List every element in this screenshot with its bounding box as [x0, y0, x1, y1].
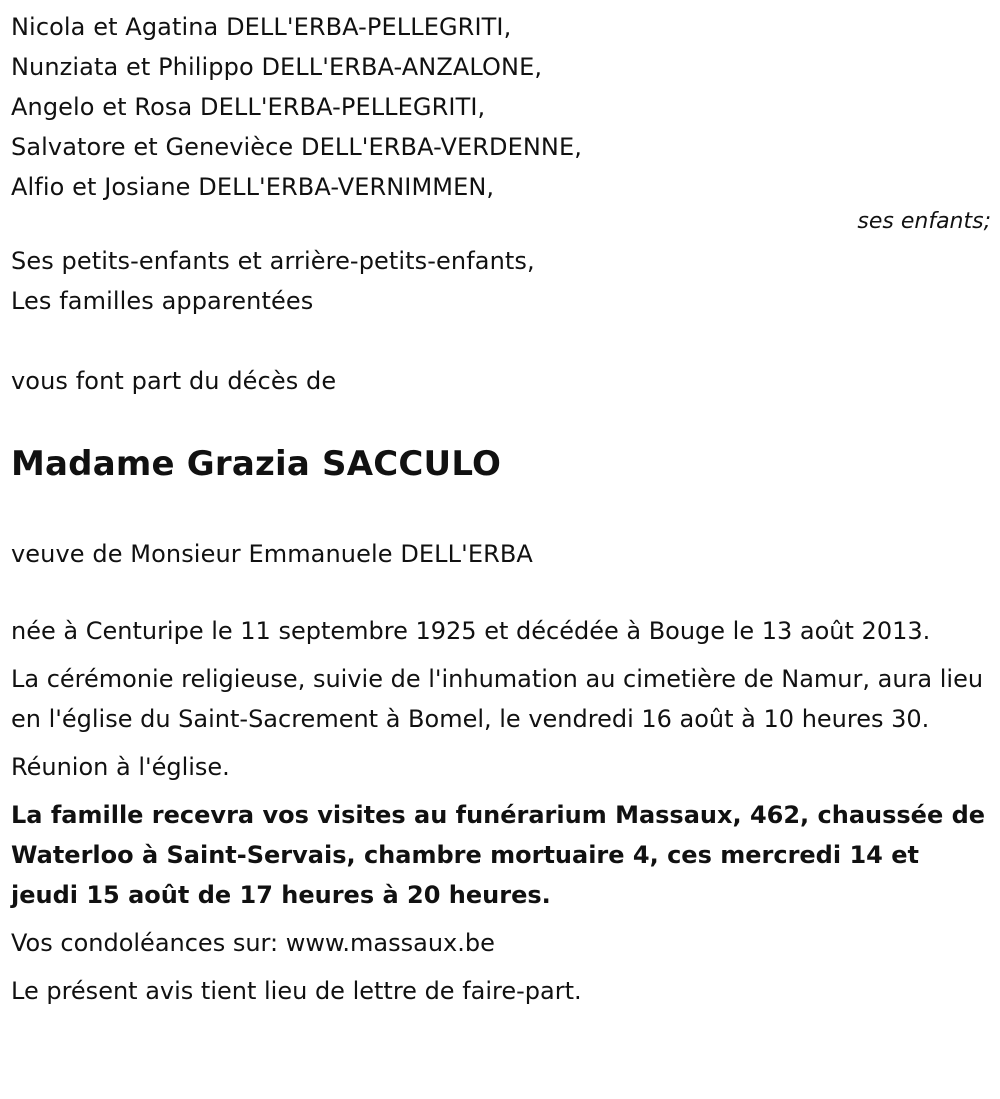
child-couple: Salvatore et Genevièce DELL'ERBA-VERDENNE,	[11, 133, 582, 161]
child-couple: Alfio et Josiane DELL'ERBA-VERNIMMEN,	[11, 173, 495, 201]
announcement: vous font part du décès de	[11, 367, 337, 395]
visits-info: La famille recevra vos visites au funérarium Massaux, 462, chaussée de Waterloo à Saint-Servais, chambre mortuaire 4, ces mercredi 14 et jeudi 15 août de 17 heures à 20 heures.	[11, 801, 986, 909]
child-couple: Angelo et Rosa DELL'ERBA-PELLEGRITI,	[11, 93, 486, 121]
widow-of: veuve de Monsieur Emmanuele DELL'ERBA	[11, 540, 533, 568]
child-couple: Nunziata et Philippo DELL'ERBA-ANZALONE,	[11, 53, 543, 81]
condolences-info: Vos condoléances sur: www.massaux.be	[11, 929, 495, 957]
meeting-info: Réunion à l'église.	[11, 753, 230, 781]
children-list	[11, 7, 993, 207]
notice-text: Le présent avis tient lieu de lettre de faire-part.	[11, 977, 582, 1005]
deceased-name: Madame Grazia SACCULO	[11, 444, 502, 484]
death-notice	[11, 0, 993, 1011]
family-list	[11, 241, 993, 321]
children-signature: ses enfants;	[857, 209, 991, 234]
child-couple: Nicola et Agatina DELL'ERBA-PELLEGRITI,	[11, 13, 512, 41]
birth-death-info: née à Centuripe le 11 septembre 1925 et décédée à Bouge le 13 août 2013.	[11, 617, 931, 645]
family-line: Les familles apparentées	[11, 287, 314, 315]
family-line: Ses petits-enfants et arrière-petits-enfants,	[11, 247, 535, 275]
ceremony-info: La cérémonie religieuse, suivie de l'inhumation au cimetière de Namur, aura lieu en l'église du Saint-Sacrement à Bomel, le vendredi 16 août à 10 heures 30.	[11, 665, 984, 733]
